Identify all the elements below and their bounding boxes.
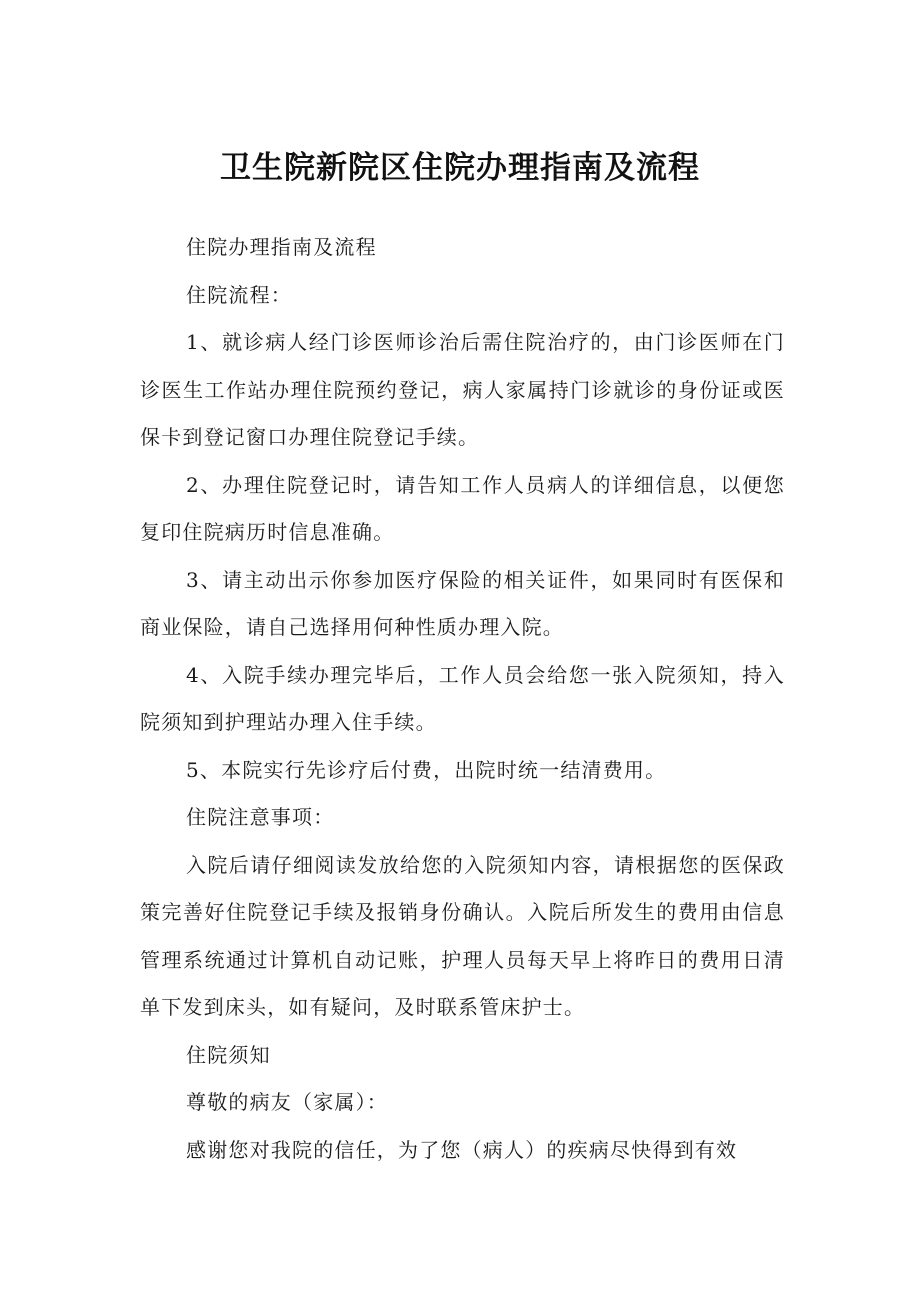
section-heading-process: 住院流程：: [186, 282, 292, 307]
notes-paragraph: 入院后请仔细阅读发放给您的入院须知内容，请根据您的医保政策完善好住院登记手续及报销身份确认。入院后所发生的费用由信息管理系统通过计算机自动记账，护理人员每天早上将昨日的费用日清单下发到床头，如有疑问，及时联系管床护士。: [140, 852, 785, 1019]
section-heading-guide: 住院办理指南及流程: [186, 235, 377, 259]
document-title: 卫生院新院区住院办理指南及流程: [220, 150, 700, 186]
section-heading-notice: 住院须知: [186, 1042, 271, 1067]
section-heading-notes: 住院注意事项：: [186, 805, 335, 829]
process-step-5: 5、本院实行先诊疗后付费，出院时统一结清费用。: [186, 757, 667, 782]
notice-paragraph: 感谢您对我院的信任，为了您（病人）的疾病尽快得到有效: [186, 1137, 738, 1162]
process-step-4: 4、入院手续办理完毕后，工作人员会给您一张入院须知，持入院须知到护理站办理入住手续。: [140, 662, 785, 734]
process-step-2: 2、办理住院登记时，请告知工作人员病人的详细信息，以便您复印住院病历时信息准确。: [140, 472, 785, 544]
document-body: [140, 224, 785, 1174]
process-step-3: 3、请主动出示你参加医疗保险的相关证件，如果同时有医保和商业保险，请自己选择用何种性质办理入院。: [140, 567, 785, 639]
salutation: 尊敬的病友（家属）：: [186, 1090, 388, 1114]
process-step-1: 1、就诊病人经门诊医师诊治后需住院治疗的，由门诊医师在门诊医生工作站办理住院预约登记，病人家属持门诊就诊的身份证或医保卡到登记窗口办理住院登记手续。: [140, 330, 785, 449]
